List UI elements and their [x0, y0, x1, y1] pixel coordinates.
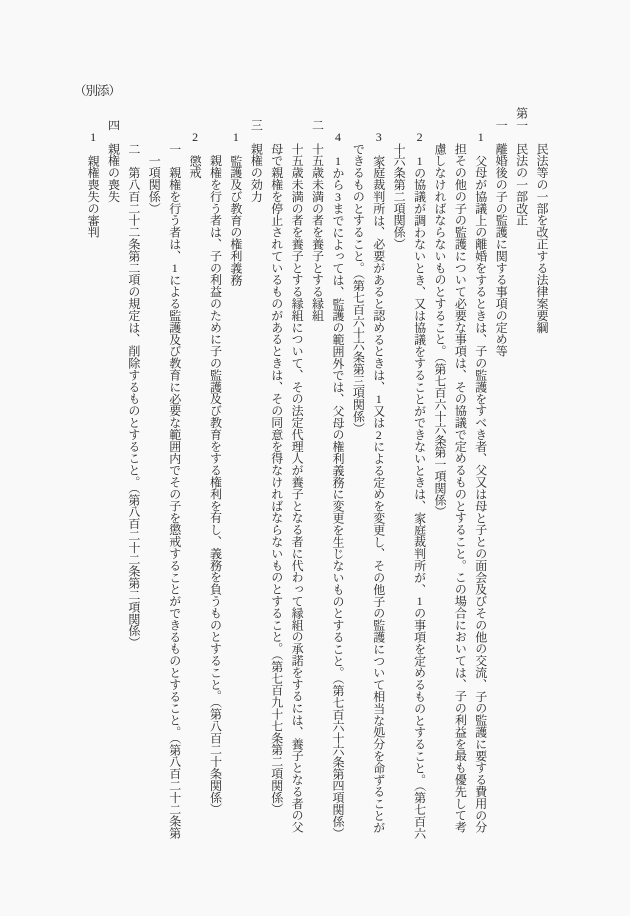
inline-number: 1 [171, 261, 178, 274]
document-line-4: 1 父母が協議上の離婚をするときは、子の監護をすべき者、父又は母と子との面会及びその他の交流、子の監護に要する費用の分 [473, 130, 488, 834]
document-line-19: 一 親権を行う者は、1による監護及び教育に必要な範囲内でその子を懲戒することができるものとすること。（第八百二十二条第 [167, 107, 182, 839]
document-body [83, 107, 552, 885]
document-line-9: 3 家庭裁判所は、必要があると認めるときは、1又は2による定めを変更し、その他子の監護について相当な処分を命ずることが [371, 130, 386, 834]
document-line-7: 2 1の協議が調わないとき、又は協議をすることができないときは、家庭裁判所が、1の事項を定めるものとすること。（第七百六 [412, 130, 427, 840]
inline-number: 1 [90, 130, 97, 143]
inline-number: 1 [334, 154, 341, 167]
inline-number: 2 [375, 428, 382, 441]
document-line-12: 二 十五歳未満の者を養子とする縁組 [310, 107, 325, 322]
document-line-1: 民法等の一部を改正する法律案要綱 [535, 107, 549, 334]
document-line-23: 1 親権喪失の審判 [86, 130, 101, 239]
document-line-8: 十六条第二項関係） [392, 107, 407, 250]
document-line-13: 十五歳未満の者を養子とする縁組について、その法定代理人が養子となる者に代わって縁組の承諾をするには、養子となる者の父 [290, 107, 305, 833]
document-line-10: できるものとすること。（第七百六十六条第三項関係） [351, 107, 366, 435]
document-line-16: 1 監護及び教育の権利義務 [228, 130, 243, 286]
inline-number: 1 [375, 392, 382, 405]
inline-number: 3 [334, 190, 341, 203]
document-line-15: 三 親権の効力 [249, 107, 264, 203]
inline-number: 1 [477, 130, 484, 143]
document-line-21: 二 第八百二十二条第二項の規定は、削除するものとすること。（第八百二十二条第二項関係） [126, 107, 141, 649]
inline-number: 2 [416, 130, 423, 143]
inline-number: 3 [375, 130, 382, 143]
inline-number: 4 [334, 130, 341, 143]
document-line-14: 母で親権を停止されているものがあるときは、その同意を得なければならないものとすること。（第七百九十七条第二項関係） [269, 107, 284, 816]
document-line-20: 一項関係） [147, 107, 162, 215]
document-line-11: 4 1から3までによっては、監護の範囲外では、父母の権利義務に変更を生じないものとすること。（第七百六十六条第四項関係） [330, 130, 345, 840]
attachment-label: （別添） [74, 84, 121, 98]
document-line-5: 担その他の子の監護について必要な事項は、その協議で定めるものとすること。この場合においては、子の利益を最も優先して考 [453, 107, 468, 833]
inline-number: 1 [416, 595, 423, 608]
document-line-17: 親権を行う者は、子の利益のために子の監護及び教育をする権利を有し、義務を負うものとすること。（第八百二十条関係） [208, 107, 223, 816]
inline-number: 1 [232, 130, 239, 143]
document-line-2: 第一 民法の一部改正 [514, 107, 529, 227]
inline-number: 2 [192, 130, 199, 143]
document-line-3: 一 離婚後の子の監護に関する事項の定め等 [494, 107, 509, 357]
document-line-22: 四 親権の喪失 [106, 107, 121, 203]
inline-number: 1 [416, 154, 423, 167]
document-line-18: 2 懲戒 [188, 130, 203, 179]
document-line-6: 慮しなければならないものとすること。（第七百六十六条第一項関係） [432, 107, 447, 518]
